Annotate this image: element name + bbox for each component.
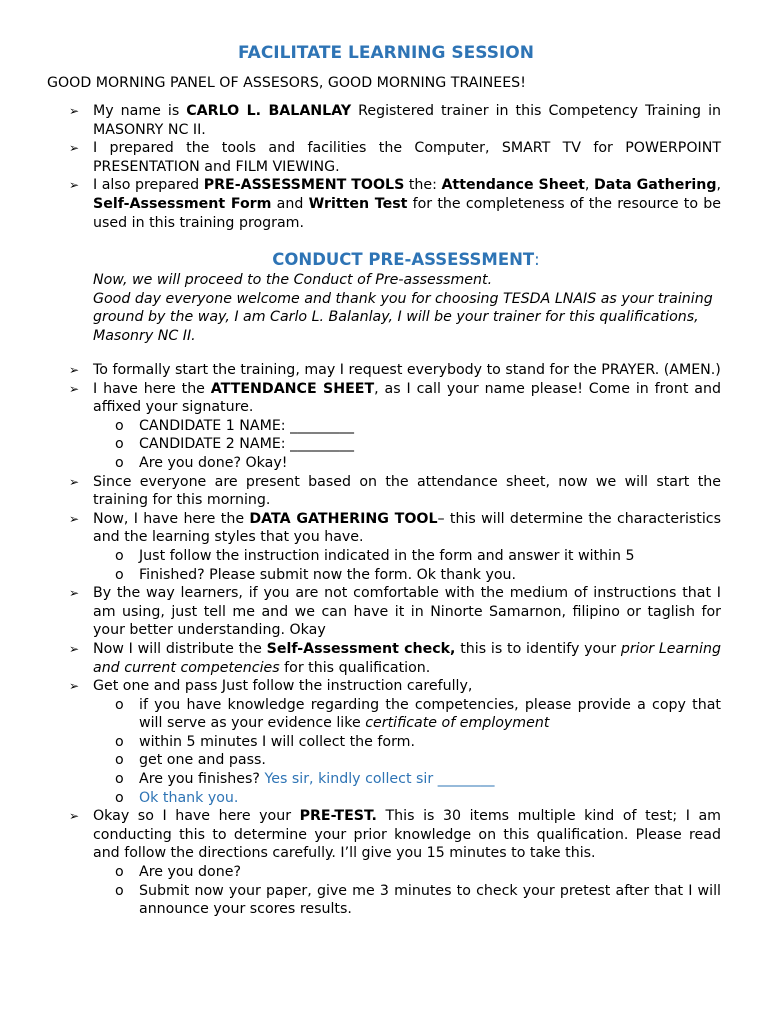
arrow-bullet-icon: ➢ xyxy=(69,474,80,489)
list-item: ➢ By the way learners, if you are not comfortable with the medium of instructions that I am using, just tell me and we can have it in Ninorte Samarnon, filipino or taglish for your better understanding. Okay xyxy=(69,585,721,639)
sub-item: o Finished? Please submit now the form. Ok thank you. xyxy=(115,566,517,583)
circle-bullet-icon: o xyxy=(115,696,124,713)
list-item: ➢ I also prepared PRE-ASSESSMENT TOOLS the: Attendance Sheet, Data Gathering, Self-Assessment Form and Written Test for the completeness of the resource to be used in this training program. xyxy=(69,177,721,231)
sub-item: o Are you finishes? Yes sir, kindly collect sir ________ xyxy=(115,771,495,788)
sub-list xyxy=(93,696,721,808)
intro-paragraph: Good day everyone welcome and thank you for choosing TESDA LNAIS as your training ground by the way, I am Carlo L. Balanlay, I will be your trainer for this qualifications, Masonry NC II. xyxy=(93,290,713,344)
arrow-bullet-icon: ➢ xyxy=(69,104,80,118)
list-item: ➢ Now, I have here the DATA GATHERING TOOL– this will determine the characteristics and the learning styles that you have. o Just follow the instruction indicated in the form and answer it within 5 o Finished? Please submit now the form. Ok thank you. xyxy=(69,510,721,583)
trainer-reply: Ok thank you. xyxy=(139,789,239,806)
circle-bullet-icon: o xyxy=(115,789,124,806)
sub-item: o CANDIDATE 2 NAME: _________ xyxy=(115,436,354,453)
sub-item: o Submit now your paper, give me 3 minutes to check your pretest after that I will announce your scores results. xyxy=(115,882,721,918)
sub-item: o CANDIDATE 1 NAME: _________ xyxy=(115,417,354,434)
arrow-bullet-icon: ➢ xyxy=(69,178,80,193)
sub-item xyxy=(115,789,721,808)
list-item: ➢ Okay so I have here your PRE-TEST. This is 30 items multiple kind of test; I am conducting this to determine your prior knowledge on this qualification. Please read and follow the directions carefully. I’ll give you 15 minutes to take this. o Are you done? o Submit now your paper, give me 3 minutes to check your pretest after that I will announce your scores results. xyxy=(69,808,721,918)
steps-list xyxy=(0,361,768,919)
circle-bullet-icon: o xyxy=(115,436,124,453)
intro-list xyxy=(0,102,768,232)
trainer-name: CARLO L. BALANLAY xyxy=(186,103,352,119)
intro-section xyxy=(0,102,768,232)
arrow-bullet-icon: ➢ xyxy=(69,586,80,601)
intro-line: Now, we will proceed to the Conduct of Pre-assessment. xyxy=(93,272,493,288)
sub-item: o Are you done? Okay! xyxy=(115,454,288,471)
sub-list xyxy=(93,417,721,473)
arrow-bullet-icon: ➢ xyxy=(69,511,80,526)
circle-bullet-icon: o xyxy=(115,417,124,434)
circle-bullet-icon: o xyxy=(115,454,124,471)
circle-bullet-icon: o xyxy=(115,752,124,769)
conduct-intro xyxy=(93,271,721,345)
arrow-bullet-icon: ➢ xyxy=(69,141,80,156)
sub-list xyxy=(93,547,721,584)
arrow-bullet-icon: ➢ xyxy=(69,381,80,396)
list-item: ➢ To formally start the training, may I request everybody to stand for the PRAYER. (AMEN.) xyxy=(69,362,721,378)
page-title: FACILITATE LEARNING SESSION xyxy=(238,43,534,63)
trainee-reply: Yes sir, kindly collect sir ________ xyxy=(264,771,495,788)
list-item: ➢ I have here the ATTENDANCE SHEET, as I call your name please! Come in front and affixed your signature. o CANDIDATE 1 NAME: _________ o CANDIDATE 2 NAME: _________ o Are you done? Okay! xyxy=(69,380,721,471)
greeting: GOOD MORNING PANEL OF ASSESORS, GOOD MORNING TRAINEES! xyxy=(47,75,526,91)
list-item: ➢ My name is CARLO L. BALANLAY Registered trainer in this Competency Training in MASONRY NC II. xyxy=(69,103,722,138)
list-item: ➢ Now I will distribute the Self-Assessment check, this is to identify your prior Learning and current competencies for this qualification. xyxy=(69,640,721,676)
list-item: ➢ I prepared the tools and facilities the Computer, SMART TV for POWERPOINT PRESENTATION and FILM VIEWING. xyxy=(69,140,721,175)
sub-item: o if you have knowledge regarding the competencies, please provide a copy that will serve as your evidence like certificate of employment xyxy=(115,696,721,732)
steps-section xyxy=(0,361,768,919)
arrow-bullet-icon: ➢ xyxy=(69,809,80,824)
circle-bullet-icon: o xyxy=(115,864,124,881)
list-item: ➢ Since everyone are present based on the attendance sheet, now we will start the training for this morning. xyxy=(69,473,721,509)
arrow-bullet-icon: ➢ xyxy=(69,679,80,694)
circle-bullet-icon: o xyxy=(115,566,124,583)
sub-item: o Are you done? xyxy=(115,864,241,881)
arrow-bullet-icon: ➢ xyxy=(69,363,80,377)
section-heading: CONDUCT PRE-ASSESSMENT: xyxy=(272,250,540,269)
circle-bullet-icon: o xyxy=(115,547,124,564)
sub-item: o within 5 minutes I will collect the form. xyxy=(115,733,415,750)
sub-item: o get one and pass. xyxy=(115,752,266,769)
arrow-bullet-icon: ➢ xyxy=(69,641,80,656)
list-item: ➢ Get one and pass Just follow the instruction carefully, o if you have knowledge regarding the competencies, please provide a copy that will serve as your evidence like certificate of employment o within 5 minutes I will collect the form. o get one and pass. o Are you finishes? Yes sir, kindly collect sir ________ o Ok thank you. xyxy=(69,678,721,806)
sub-item: o Just follow the instruction indicated in the form and answer it within 5 xyxy=(115,547,635,564)
circle-bullet-icon: o xyxy=(115,771,124,788)
circle-bullet-icon: o xyxy=(115,882,124,899)
sub-list xyxy=(93,863,721,919)
circle-bullet-icon: o xyxy=(115,733,124,750)
